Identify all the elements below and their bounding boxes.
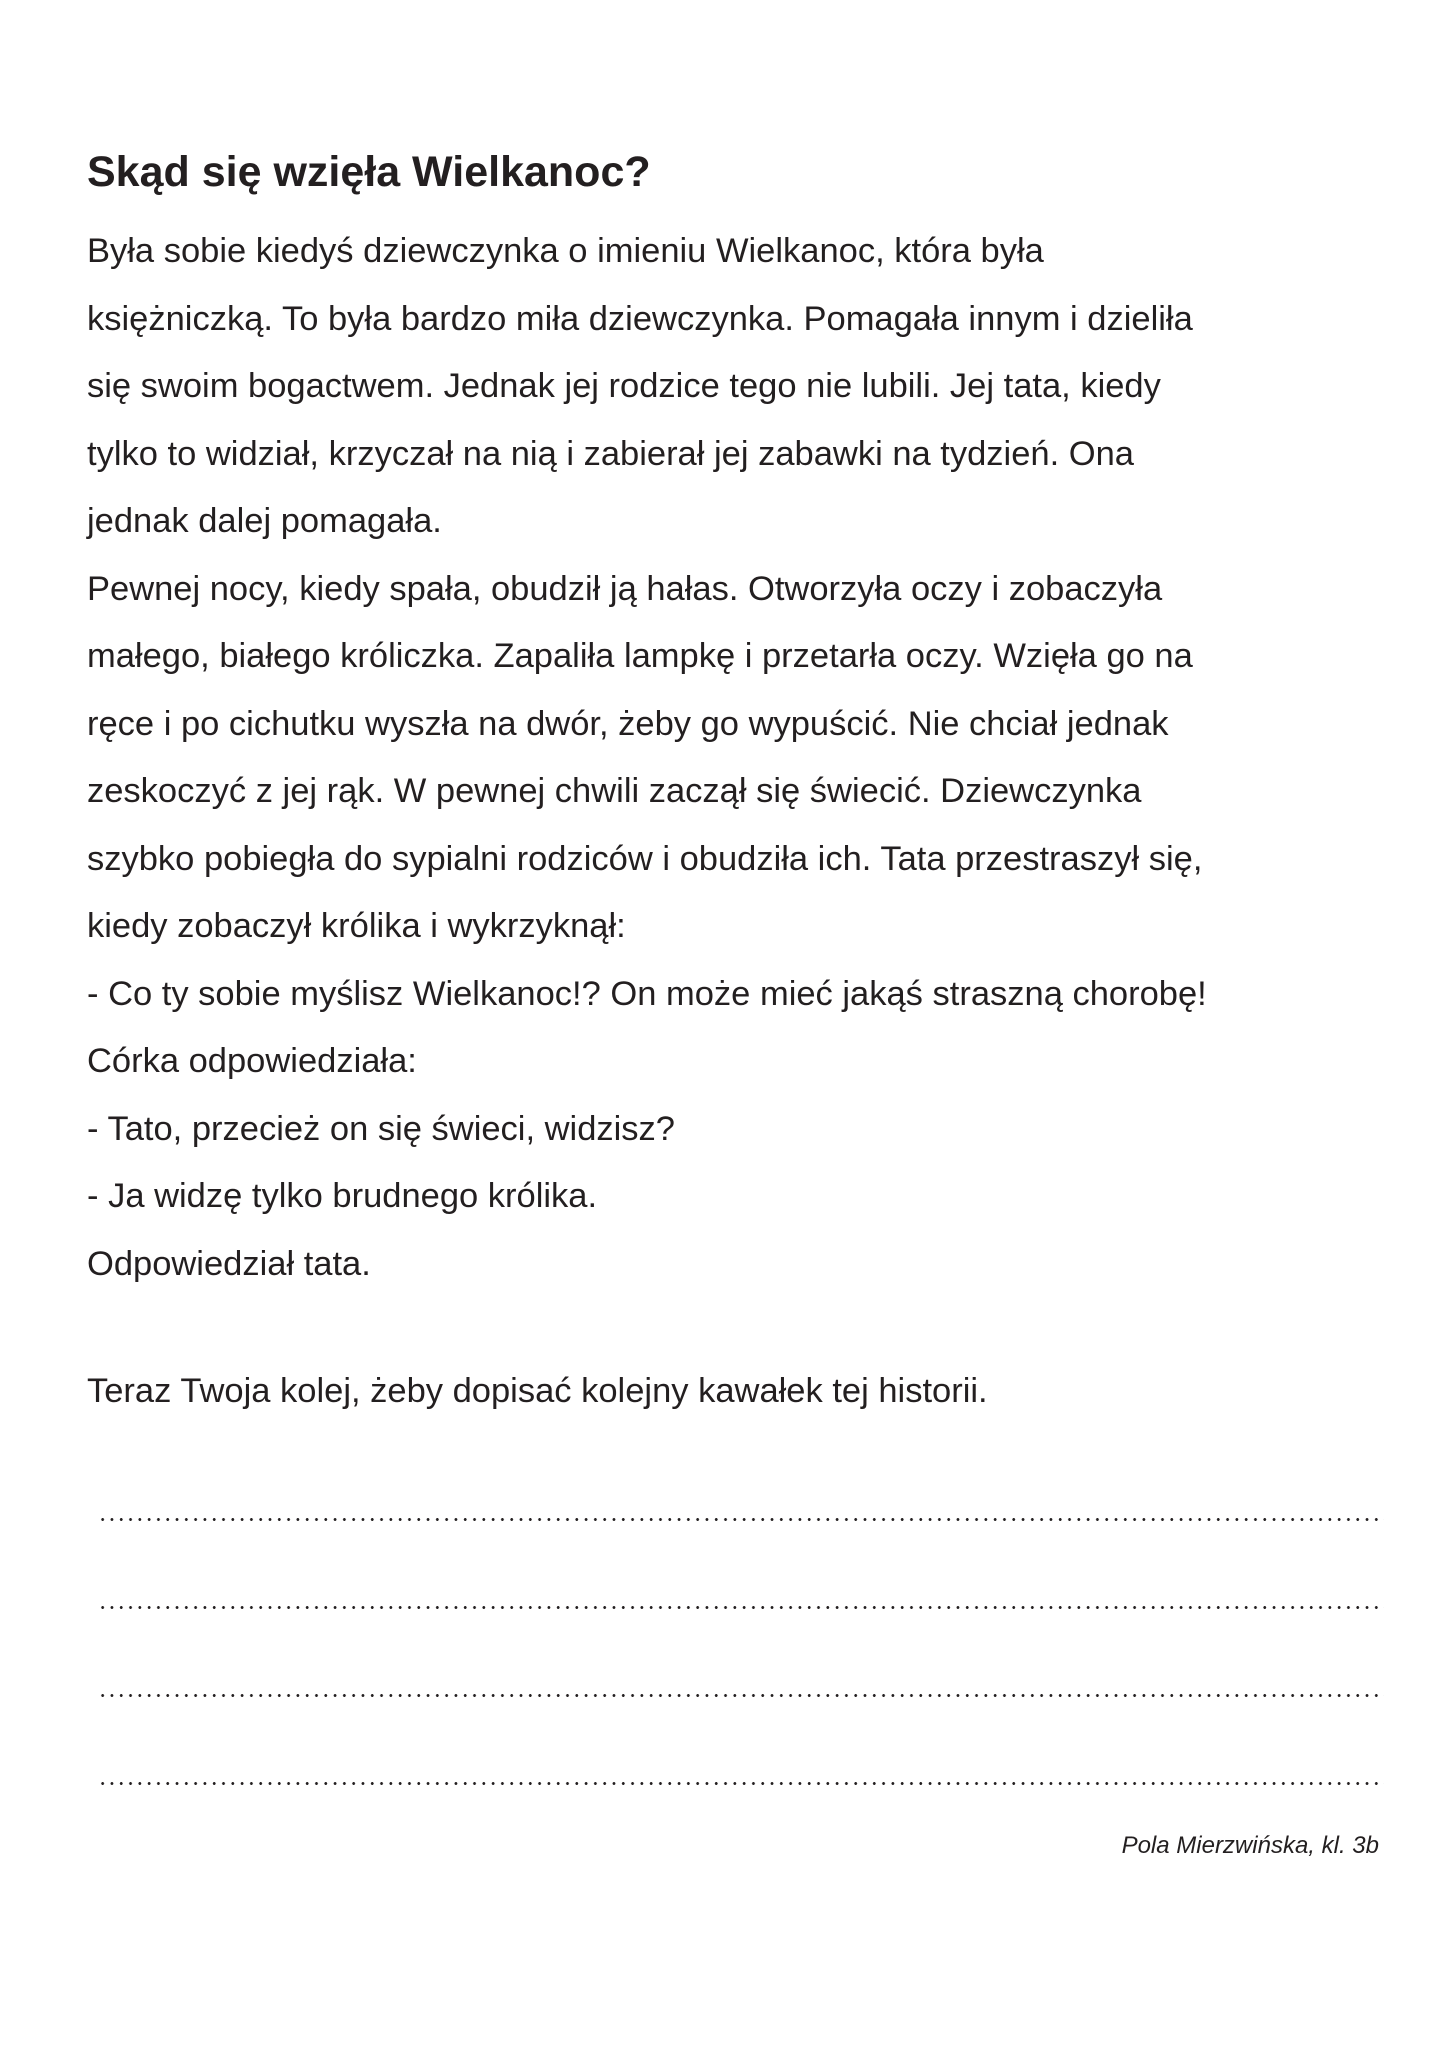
story-line: ręce i po cichutku wyszła na dwór, żeby go wypuścić. Nie chciał jednak	[87, 704, 1169, 743]
story-line: małego, białego króliczka. Zapaliła lampkę i przetarła oczy. Wzięła go na	[87, 637, 1193, 675]
dotted-answer-line	[98, 1490, 1384, 1578]
story-line: - Ja widzę tylko brudnego królika.	[87, 1177, 598, 1215]
story-line: Pewnej nocy, kiedy spała, obudził ją hałas. Otworzyła oczy i zobaczyła	[87, 569, 1163, 608]
story-line: - Tato, przecież on się świeci, widzisz?	[87, 1109, 675, 1148]
writing-prompt: Teraz Twoja kolej, żeby dopisać kolejny kawałek tej historii.	[87, 1372, 988, 1410]
story-line: szybko pobiegła do sypialni rodziców i obudziła ich. Tata przestraszył się,	[87, 839, 1203, 878]
author-signature: Pola Mierzwińska, kl. 3b	[1121, 1832, 1379, 1859]
dotted-answer-line	[98, 1666, 1384, 1754]
story-line: się swoim bogactwem. Jednak jej rodzice tego nie lubili. Jej tata, kiedy	[87, 367, 1161, 405]
story-line: tylko to widział, krzyczał na nią i zabierał jej zabawki na tydzień. Ona	[87, 434, 1134, 473]
story-line: kiedy zobaczył królika i wykrzyknął:	[87, 907, 626, 945]
story-line: - Co ty sobie myślisz Wielkanoc!? On może mieć jakąś straszną chorobę!	[87, 974, 1207, 1013]
dotted-answer-line	[98, 1754, 1384, 1842]
story-text	[87, 218, 1407, 1298]
story-line: Córka odpowiedziała:	[87, 1042, 417, 1080]
story-line: jednak dalej pomagała.	[87, 502, 442, 540]
story-line: zeskoczyć z jej rąk. W pewnej chwili zaczął się świecić. Dziewczynka	[87, 772, 1142, 810]
answer-lines	[98, 1490, 1384, 1842]
story-line: księżniczką. To była bardzo miła dziewczynka. Pomagała innym i dzieliła	[87, 299, 1193, 338]
story-title: Skąd się wzięła Wielkanoc?	[87, 148, 651, 196]
dotted-answer-line	[98, 1578, 1384, 1666]
story-line: Była sobie kiedyś dziewczynka o imieniu Wielkanoc, która była	[87, 232, 1044, 270]
story-line: Odpowiedział tata.	[87, 1244, 371, 1283]
